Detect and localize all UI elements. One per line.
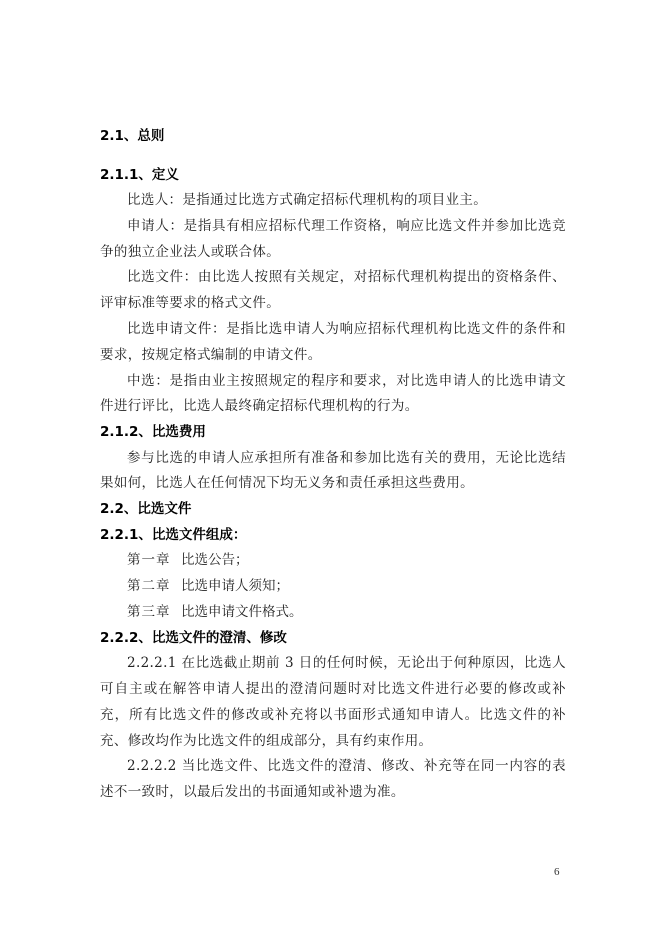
list-item-chapter-2 bbox=[100, 574, 566, 600]
heading-clarification-modification: 2.2.2、比选文件的澄清、修改 bbox=[100, 629, 287, 646]
chapter-title: 比选申请人须知； bbox=[181, 578, 289, 595]
paragraph-def-application-document: 比选申请文件：是指比选申请人为响应招标代理机构比选文件的条件和要求，按规定格式编制的申请文件。 bbox=[100, 320, 566, 363]
heading-selection-documents: 2.2、比选文件 bbox=[100, 501, 192, 518]
list-item-chapter-3 bbox=[100, 600, 566, 626]
chapter-label: 第三章 bbox=[127, 603, 171, 620]
paragraph-fees: 参与比选的申请人应承担所有准备和参加比选有关的费用，无论比选结果如何，比选人在任何情况下均无义务和责任承担这些费用。 bbox=[100, 449, 566, 492]
paragraph-clause-2-2-2-2: 2.2.2.2 当比选文件、比选文件的澄清、修改、补充等在同一内容的表述不一致时，以最后发出的书面通知或补遗为准。 bbox=[100, 758, 566, 801]
paragraph-def-selector: 比选人：是指通过比选方式确定招标代理机构的项目业主。 bbox=[127, 192, 488, 208]
list-item-chapter-1 bbox=[100, 548, 566, 574]
chapter-label: 第二章 bbox=[127, 578, 171, 595]
heading-document-composition: 2.2.1、比选文件组成： bbox=[100, 526, 247, 543]
paragraph-def-applicant: 申请人：是指具有相应招标代理工作资格，响应比选文件并参加比选竞争的独立企业法人或联合体。 bbox=[100, 217, 566, 260]
heading-general-provisions: 2.1、总则 bbox=[100, 128, 165, 144]
page-number: 6 bbox=[554, 866, 560, 878]
paragraph-clause-2-2-2-1: 2.2.2.1 在比选截止期前 3 日的任何时候，无论出于何种原因，比选人可自主或在解答申请人提出的澄清问题时对比选文件进行必要的修改或补充，所有比选文件的修改或补充将以书面形式通知申请人。比选文件的补充、修改均作为比选文件的组成部分，具有约束作用。 bbox=[100, 655, 566, 749]
chapter-label: 第一章 bbox=[127, 552, 171, 569]
paragraph-def-selected: 中选：是指由业主按照规定的程序和要求，对比选申请人的比选申请文件进行评比，比选人最终确定招标代理机构的行为。 bbox=[100, 372, 566, 415]
paragraph-def-selection-document: 比选文件：由比选人按照有关规定，对招标代理机构提出的资格条件、评审标准等要求的格式文件。 bbox=[100, 269, 566, 312]
chapter-title: 比选公告； bbox=[181, 552, 249, 569]
heading-definitions: 2.1.1、定义 bbox=[100, 166, 179, 183]
page-content bbox=[100, 124, 566, 806]
heading-selection-fees: 2.1.2、比选费用 bbox=[100, 424, 206, 441]
chapter-title: 比选申请文件格式。 bbox=[181, 603, 303, 620]
